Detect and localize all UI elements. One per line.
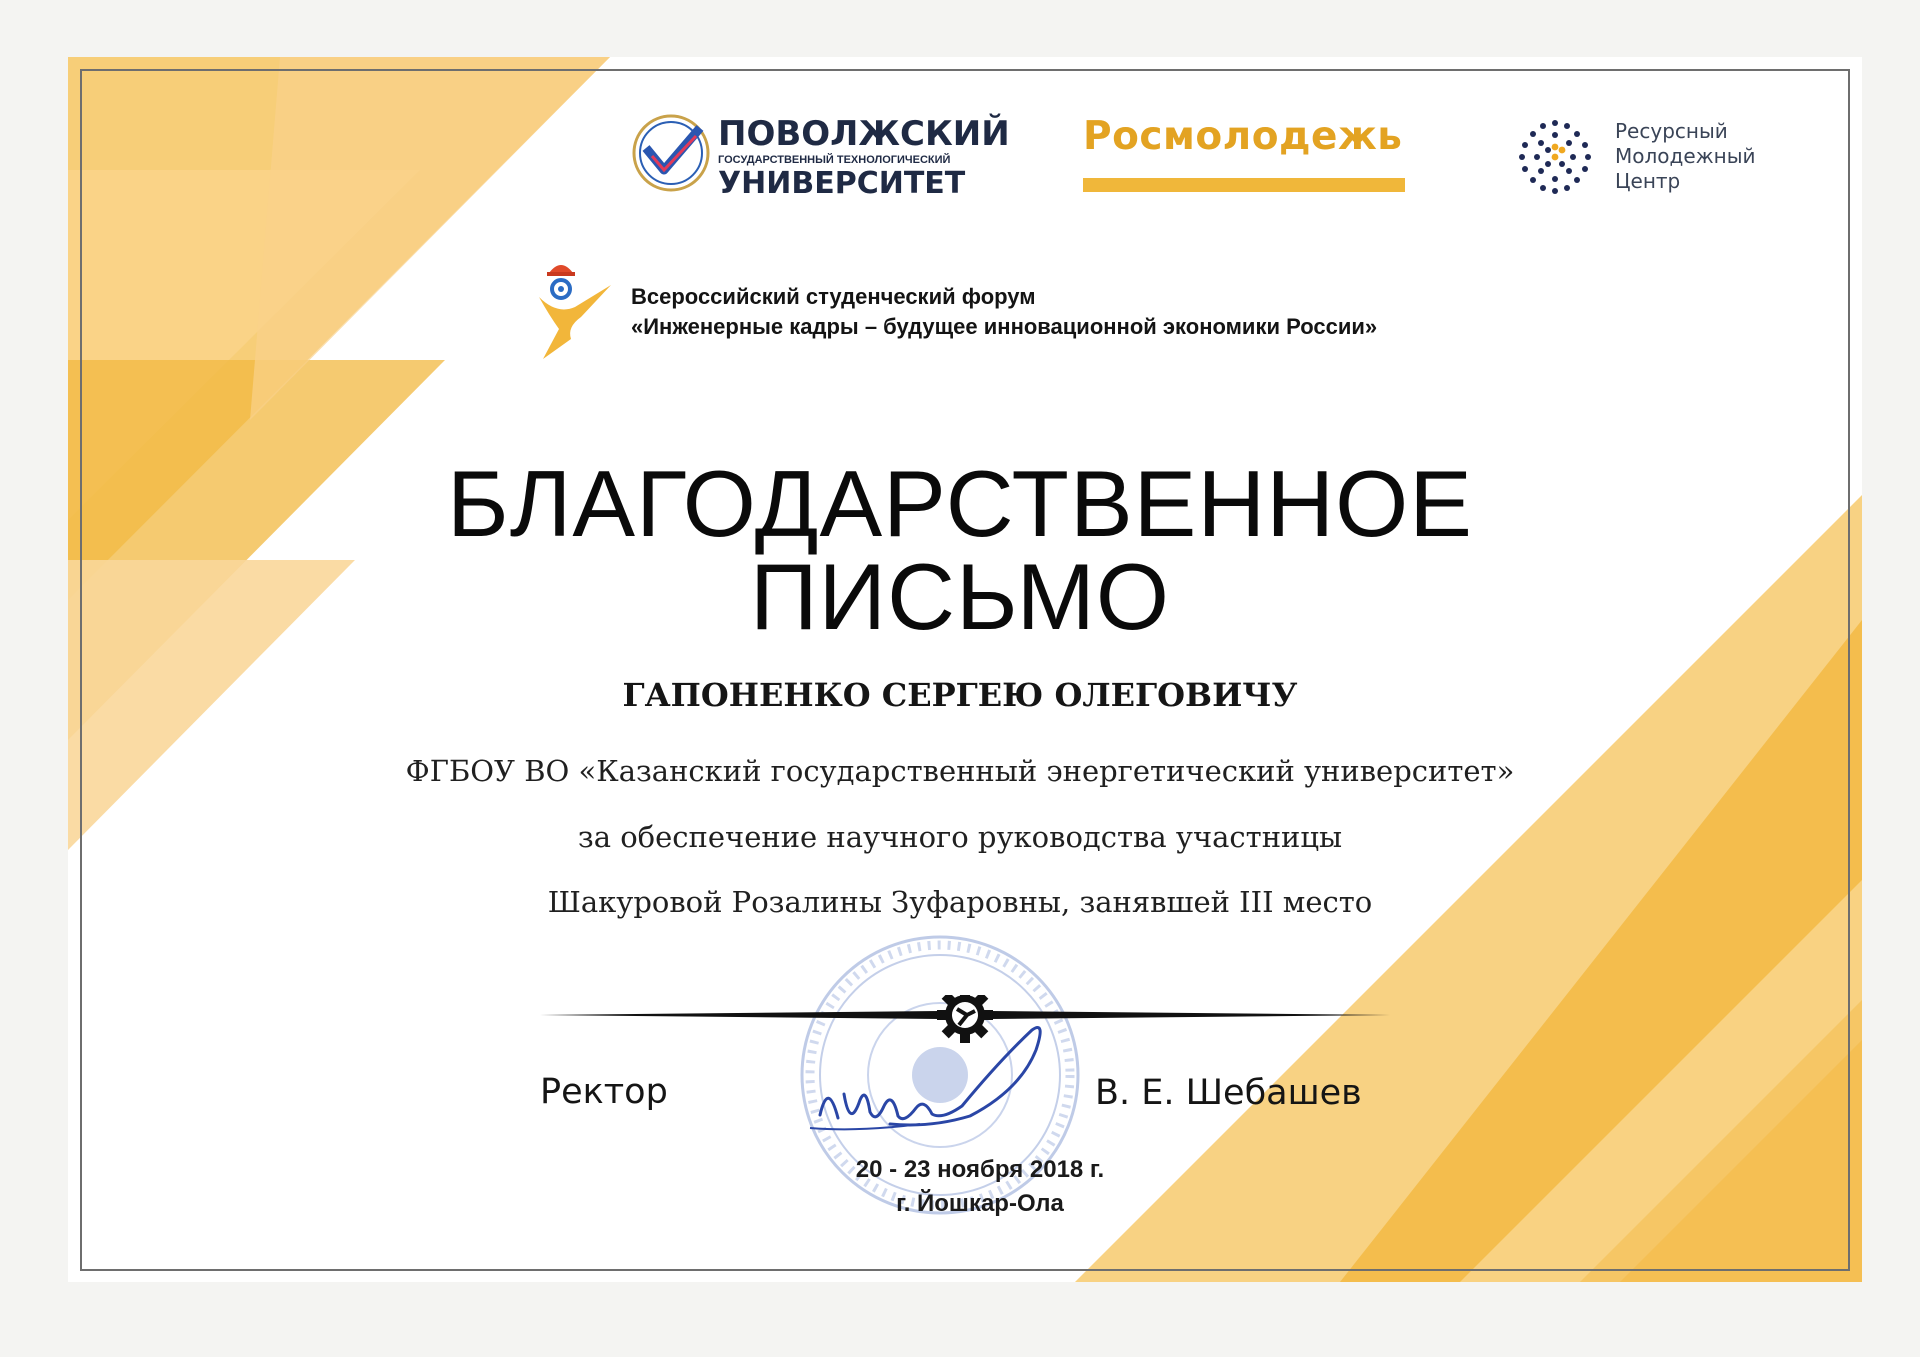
body-reason: за обеспечение научного руководства участницы: [577, 820, 1343, 854]
signer-position: Ректор: [540, 1072, 668, 1112]
resource-center-line1: Ресурсный: [1615, 119, 1728, 143]
event-city: г. Йошкар-Ола: [896, 1190, 1064, 1217]
forum-header: [537, 255, 1477, 360]
event-dates: 20 - 23 ноября 2018 г.: [855, 1156, 1105, 1183]
logo-resource-center: [1515, 117, 1775, 197]
logo-rosmolodezh: [1083, 112, 1403, 202]
signer-name: В. Е. Шебашев: [1095, 1073, 1362, 1113]
handwritten-signature: [800, 1020, 1050, 1150]
pgtu-name-line3: УНИВЕРСИТЕТ: [718, 166, 966, 201]
engineer-figure-icon: [537, 255, 613, 360]
document-title-line1: БЛАГОДАРСТВЕННОЕ: [447, 451, 1473, 556]
body-organization: ФГБОУ ВО «Казанский государственный энергетический университет»: [405, 754, 1515, 788]
university-emblem-icon: [630, 112, 712, 194]
rosmolodezh-wordmark: Росмолодежь: [1083, 114, 1403, 159]
recipient-name: ГАПОНЕНКО СЕРГЕЮ ОЛЕГОВИЧУ: [622, 676, 1298, 714]
pgtu-name-line2: ГОСУДАРСТВЕННЫЙ ТЕХНОЛОГИЧЕСКИЙ: [718, 154, 951, 166]
pgtu-name-line1: ПОВОЛЖСКИЙ: [718, 114, 1010, 154]
rosmolodezh-underline: [1083, 178, 1405, 192]
resource-center-line3: Центр: [1615, 169, 1681, 193]
logo-pgtu: [630, 112, 1010, 202]
forum-subtitle: «Инженерные кадры – будущее инновационной экономики России»: [631, 314, 1378, 339]
dots-circle-icon: [1515, 117, 1595, 197]
document-title-line2: ПИСЬМО: [749, 544, 1171, 649]
resource-center-line2: Молодежный: [1615, 144, 1756, 168]
forum-title: Всероссийский студенческий форум: [631, 284, 1036, 309]
body-participant: Шакуровой Розалины Зуфаровны, занявшей III место: [547, 885, 1373, 919]
